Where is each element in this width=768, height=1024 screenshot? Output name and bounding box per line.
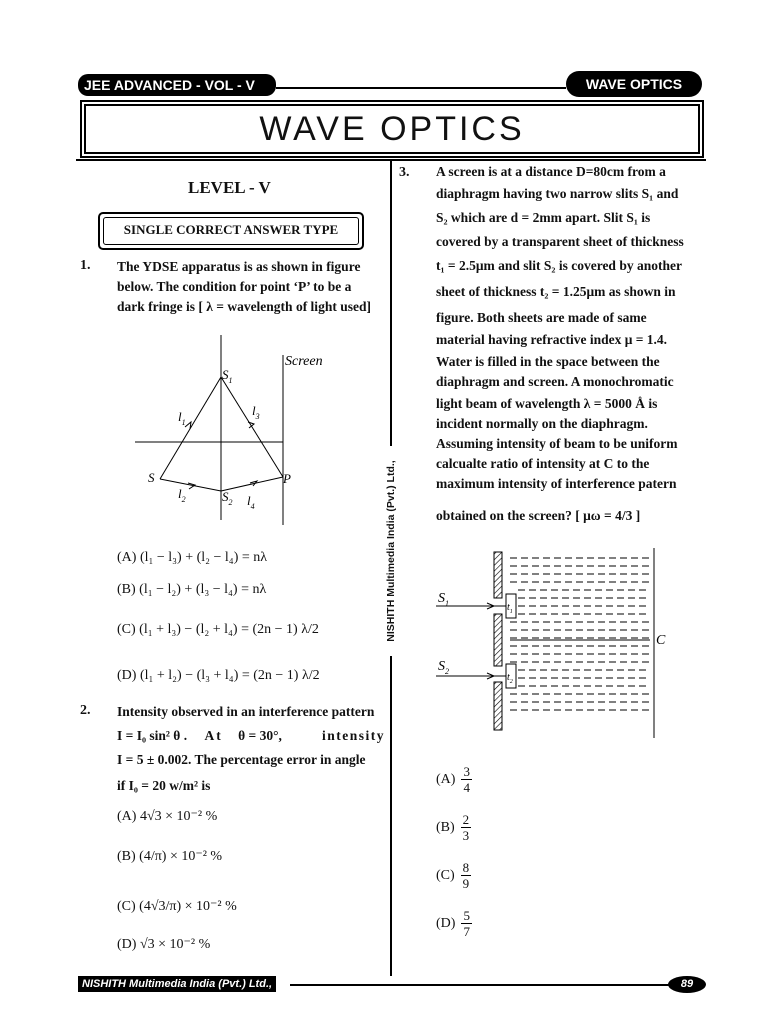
fig3-t2-label: $t_2$: [507, 672, 513, 685]
q3-text: [436, 162, 706, 528]
fig1-l1-label: $l_1$: [178, 409, 186, 427]
fig1-s1-label: $S_1$: [222, 367, 233, 385]
section-label: SINGLE CORRECT ANSWER TYPE: [123, 222, 339, 237]
header-left-label: JEE ADVANCED - VOL - V: [78, 74, 276, 96]
page-title: WAVE OPTICS: [259, 110, 525, 148]
q3-number: 3.: [399, 165, 410, 180]
page-number: 89: [668, 976, 706, 993]
page-title-box: [84, 104, 700, 154]
q1-number: 1.: [80, 258, 91, 273]
fig1-s-label: S: [148, 470, 155, 485]
q3-line: covered by a transparent sheet of thickness: [436, 234, 684, 249]
fig3-c-label: C: [656, 633, 666, 648]
q2-line2: I = I₀ sin² θ . At θ = 30°, intensity: [117, 728, 385, 743]
q3-line: maximum intensity of interference patern: [436, 476, 677, 491]
q3-option-d[interactable]: (D) 5 7: [436, 908, 470, 939]
q1-option-d[interactable]: (D) (l₁ + l₂) − (l₃ + l₄) = (2n − 1) λ/2: [117, 668, 320, 683]
fig3-s1-label: $S_1$: [438, 591, 449, 608]
q3-line: material having refractive index μ = 1.4.: [436, 332, 668, 347]
fig1-l3-label: $l_3$: [252, 403, 260, 421]
q2-option-c[interactable]: (C) (4√3/π) × 10⁻² %: [117, 899, 237, 914]
header-rule: [276, 87, 566, 89]
q2-option-a[interactable]: (A) 4√3 × 10⁻² %: [117, 809, 218, 824]
side-label-text: NISHITH Multimedia India (Pvt.) Ltd.,: [385, 460, 397, 642]
q1-text: [117, 257, 385, 317]
q3-line: light beam of wavelength λ = 5000 Å is: [436, 396, 658, 411]
q1-line: dark fringe is [ λ = wavelength of light used]: [117, 299, 371, 314]
side-label: [383, 446, 399, 656]
footer-rule: [290, 984, 670, 986]
footer-publisher: NISHITH Multimedia India (Pvt.) Ltd.,: [78, 976, 276, 992]
q3-line: A screen is at a distance D=80cm from a: [436, 164, 666, 179]
q3-line: obtained on the screen? [ μω = 4/3 ]: [436, 508, 641, 523]
q3-line: Water is filled in the space between the: [436, 354, 660, 369]
header-right-label: WAVE OPTICS: [566, 71, 702, 97]
q2-line3: I = 5 ± 0.002. The percentage error in angle: [117, 752, 366, 767]
q1-line: The YDSE apparatus is as shown in figure: [117, 259, 361, 274]
q3-line: incident normally on the diaphragm.: [436, 416, 648, 431]
q2-line4: if I₀ = 20 w/m² is: [117, 778, 211, 793]
fig3-t1-label: $t_1$: [507, 602, 513, 615]
q3-option-b[interactable]: (B) 2 3: [436, 812, 470, 843]
q3-line: t₁ = 2.5μm and slit S₂ is covered by another: [436, 258, 682, 273]
level-heading: LEVEL - V: [188, 178, 271, 197]
q3-line: S₂ which are d = 2mm apart. Slit S₁ is: [436, 210, 651, 225]
q3-line: Assuming intensity of beam to be uniform: [436, 436, 678, 451]
q1-line: below. The condition for point ‘P’ to be a: [117, 279, 352, 294]
q3-option-c[interactable]: (C) 8 9: [436, 860, 470, 891]
q3-line: sheet of thickness t₂ = 1.25μm as shown in: [436, 284, 676, 299]
fig1-p-label: P: [283, 471, 291, 486]
q2-option-b[interactable]: (B) (4/π) × 10⁻² %: [117, 849, 223, 864]
q2-number: 2.: [80, 703, 91, 718]
section-box: [98, 212, 364, 250]
q1-option-b[interactable]: (B) (l₁ − l₂) + (l₃ − l₄) = nλ: [117, 582, 267, 597]
fig1-s2-label: $S_2$: [222, 489, 233, 507]
fig1-l4-label: $l_4$: [247, 493, 255, 511]
q3-line: diaphragm having two narrow slits S₁ and: [436, 186, 679, 201]
q3-option-a[interactable]: (A) 3 4: [436, 764, 470, 795]
q3-diaphragm-figure: [432, 548, 672, 738]
q3-line: diaphragm and screen. A monochromatic: [436, 374, 674, 389]
fig3-s2-label: $S_2$: [438, 659, 449, 676]
q3-line: figure. Both sheets are made of same: [436, 310, 647, 325]
q2-option-d[interactable]: (D) √3 × 10⁻² %: [117, 937, 211, 952]
q1-ydse-figure: [130, 335, 335, 530]
q3-line: calcualte ratio of intensity at C to the: [436, 456, 650, 471]
fig1-screen-label: Screen: [285, 354, 323, 369]
q2-line1: Intensity observed in an interference pattern: [117, 704, 375, 719]
q1-option-c[interactable]: (C) (l₁ + l₃) − (l₂ + l₄) = (2n − 1) λ/2: [117, 622, 319, 637]
fig1-l2-label: $l_2$: [178, 486, 186, 504]
q1-option-a[interactable]: (A) (l₁ − l₃) + (l₂ − l₄) = nλ: [117, 550, 268, 565]
